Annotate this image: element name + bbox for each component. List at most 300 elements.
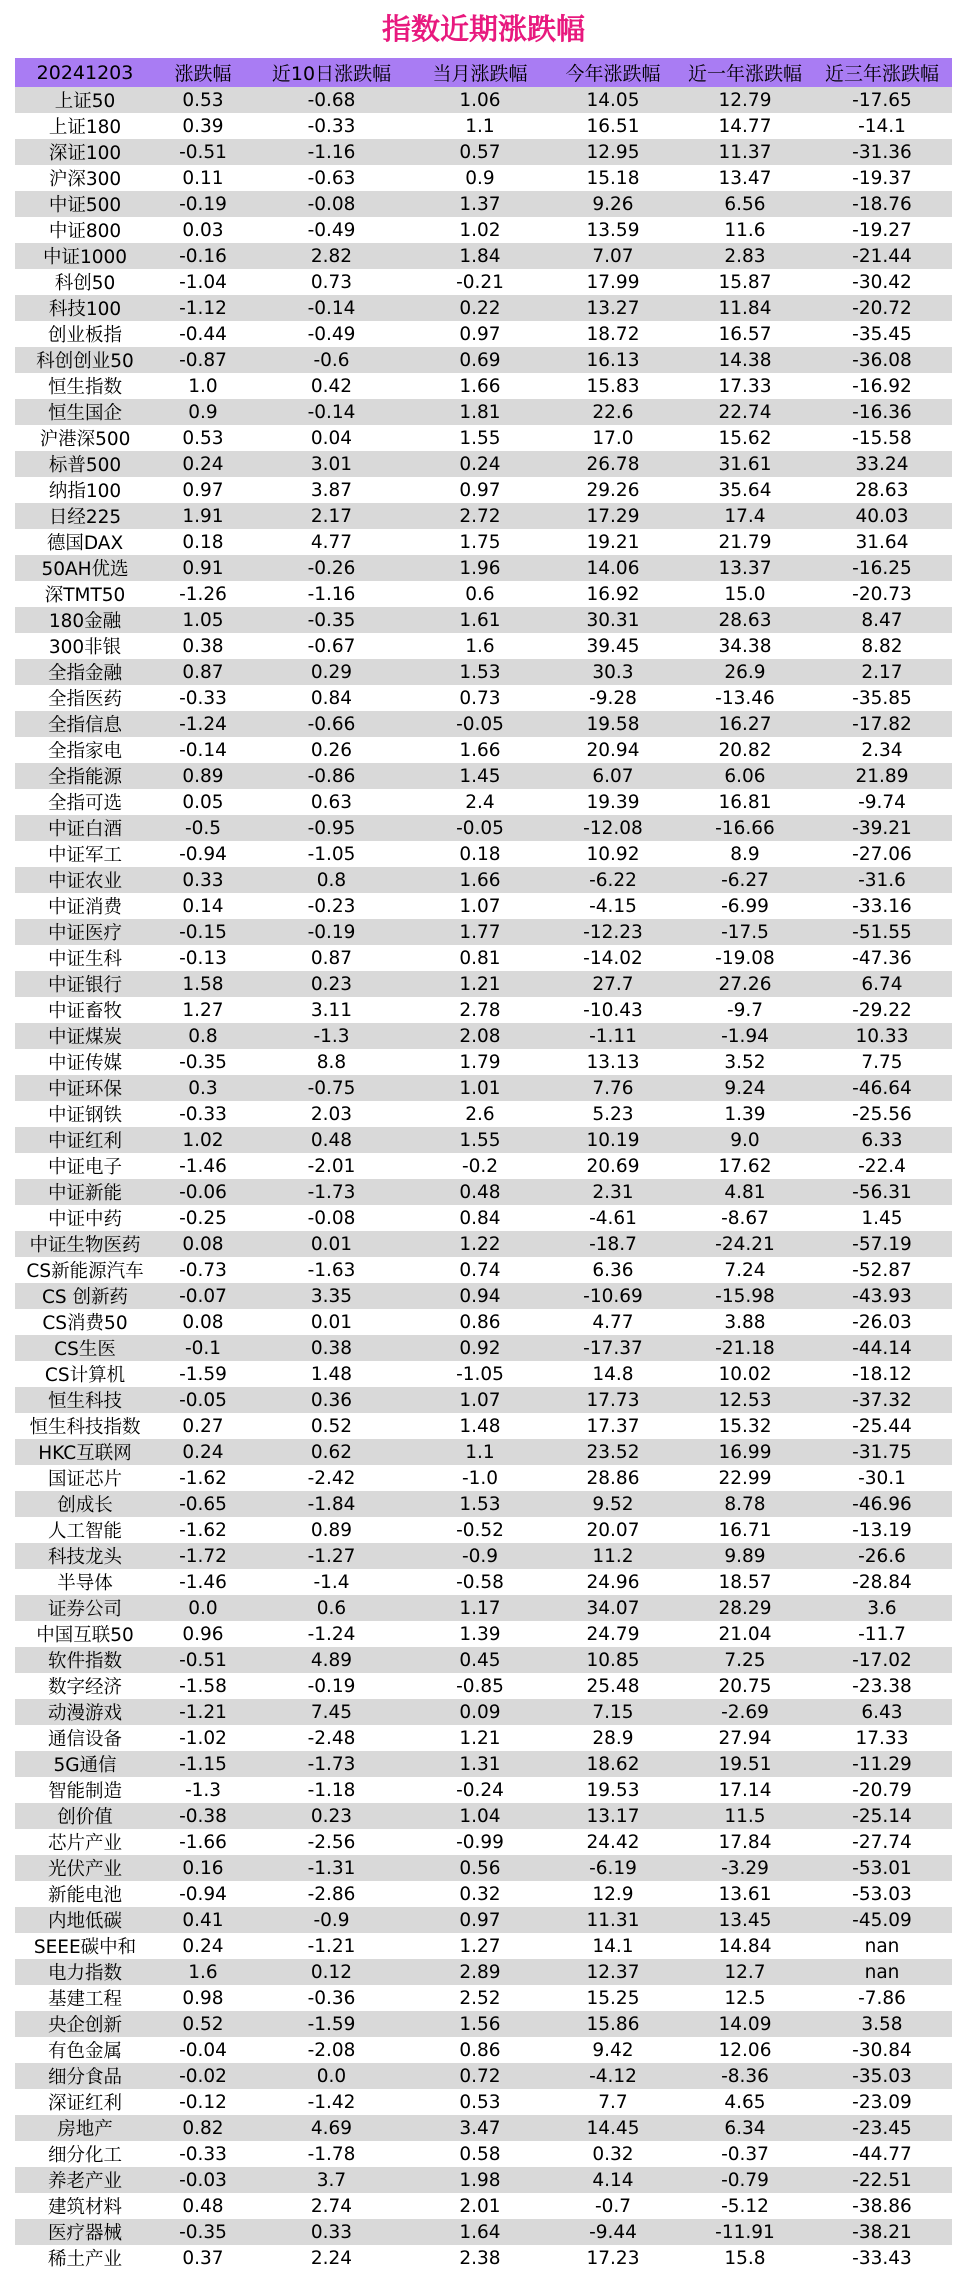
3year-change-cell: 17.33	[855, 1727, 909, 1749]
month-change-cell: 1.02	[459, 219, 501, 241]
10day-change-cell: 0.87	[310, 947, 353, 969]
1year-change-cell: -9.7	[726, 999, 764, 1021]
table-row	[15, 1439, 952, 1465]
1year-change-cell: 11.6	[724, 219, 766, 241]
daily-change-cell: 0.18	[182, 531, 224, 553]
table-row	[15, 789, 952, 815]
ytd-change-cell: 6.07	[592, 765, 634, 787]
daily-change-cell: 0.98	[182, 1987, 224, 2009]
daily-change-cell: -0.25	[179, 1207, 227, 1229]
month-change-cell: 2.6	[465, 1103, 495, 1125]
1year-change-cell: -8.36	[721, 2065, 769, 2087]
month-change-cell: 1.07	[459, 1389, 501, 1411]
ytd-change-cell: 24.79	[586, 1623, 640, 1645]
index-name-cell: 中证煤炭	[47, 1027, 122, 1048]
1year-change-cell: -0.37	[721, 2143, 769, 2165]
daily-change-cell: 0.82	[182, 2117, 224, 2139]
1year-change-cell: 7.24	[724, 1259, 766, 1281]
daily-change-cell: 0.3	[188, 1077, 218, 1099]
table-row	[15, 1127, 952, 1153]
10day-change-cell: -0.49	[307, 323, 356, 345]
10day-change-cell: 0.36	[310, 1389, 353, 1411]
1year-change-cell: 20.75	[718, 1675, 772, 1697]
month-change-cell: 0.97	[459, 479, 501, 501]
index-name-cell: 沪深300	[48, 169, 122, 190]
1year-change-cell: 11.5	[724, 1805, 766, 1827]
daily-change-cell: 0.97	[182, 479, 224, 501]
1year-change-cell: -15.98	[715, 1285, 775, 1307]
3year-change-cell: -21.44	[852, 245, 912, 267]
index-name-cell: CS消费50	[42, 1313, 128, 1334]
ytd-change-cell: -12.23	[583, 921, 643, 943]
month-change-cell: -1.0	[461, 1467, 499, 1489]
10day-change-cell: -0.63	[307, 167, 356, 189]
table-row	[15, 1465, 952, 1491]
daily-change-cell: 0.38	[182, 635, 224, 657]
1year-change-cell: 8.78	[724, 1493, 766, 1515]
index-name-cell: 上证50	[54, 91, 116, 112]
table-row	[15, 321, 952, 347]
daily-change-cell: 1.91	[182, 505, 224, 527]
month-change-cell: 1.81	[459, 401, 501, 423]
1year-change-cell: 17.62	[718, 1155, 772, 1177]
index-name-cell: 智能制造	[47, 1781, 122, 1802]
10day-change-cell: -1.3	[313, 1025, 350, 1047]
ytd-change-cell: 9.26	[592, 193, 634, 215]
daily-change-cell: -1.46	[179, 1155, 227, 1177]
ytd-change-cell: 11.31	[586, 1909, 640, 1931]
3year-change-cell: -51.55	[852, 921, 912, 943]
daily-change-cell: -1.04	[179, 271, 227, 293]
table-row	[15, 243, 952, 269]
table-row	[15, 451, 952, 477]
1year-change-cell: 13.37	[718, 557, 772, 579]
3year-change-cell: -25.56	[852, 1103, 912, 1125]
3year-change-cell: 1.45	[861, 1207, 903, 1229]
month-change-cell: 1.1	[465, 115, 495, 137]
3year-change-cell: 6.74	[861, 973, 903, 995]
index-name-cell: HKC互联网	[38, 1443, 132, 1464]
table-row	[15, 477, 952, 503]
3year-change-cell: -39.21	[852, 817, 912, 839]
ytd-change-cell: 19.21	[586, 531, 640, 553]
10day-change-cell: -2.86	[307, 1883, 356, 1905]
index-name-cell: 中证红利	[47, 1131, 122, 1152]
month-change-cell: 1.53	[459, 661, 501, 683]
1year-change-cell: 12.7	[724, 1961, 766, 1983]
index-name-cell: 中证电子	[47, 1157, 122, 1178]
10day-change-cell: 3.7	[316, 2169, 347, 2191]
table-row	[15, 347, 952, 373]
month-change-cell: 1.98	[459, 2169, 501, 2191]
10day-change-cell: -0.14	[307, 297, 356, 319]
10day-change-cell: 0.48	[310, 1129, 353, 1151]
month-change-cell: 1.75	[459, 531, 501, 553]
1year-change-cell: 6.56	[724, 193, 766, 215]
1year-change-cell: 19.51	[718, 1753, 772, 1775]
month-change-cell: 1.48	[459, 1415, 501, 1437]
table-row	[15, 1205, 952, 1231]
1year-change-cell: -2.69	[721, 1701, 769, 1723]
1year-change-cell: 15.0	[724, 583, 766, 605]
10day-change-cell: 0.26	[310, 739, 353, 761]
1year-change-cell: 12.06	[718, 2039, 772, 2061]
daily-change-cell: -0.13	[179, 947, 227, 969]
daily-change-cell: 0.52	[182, 2013, 224, 2035]
1year-change-cell: 21.79	[718, 531, 772, 553]
month-change-cell: 1.07	[459, 895, 501, 917]
ytd-change-cell: -10.43	[583, 999, 643, 1021]
daily-change-cell: 0.41	[182, 1909, 224, 1931]
3year-change-cell: 3.58	[861, 2013, 903, 2035]
ytd-change-cell: 30.3	[592, 661, 634, 683]
3year-change-cell: -17.82	[852, 713, 912, 735]
10day-change-cell: -1.73	[307, 1753, 356, 1775]
daily-change-cell: -0.38	[179, 1805, 227, 1827]
table-row	[15, 217, 952, 243]
1year-change-cell: 9.89	[724, 1545, 766, 1567]
10day-change-cell: 0.33	[310, 2221, 353, 2243]
ytd-change-cell: 4.77	[592, 1311, 634, 1333]
index-name-cell: 全指医药	[47, 689, 122, 710]
1year-change-cell: -17.5	[721, 921, 769, 943]
table-row	[15, 1335, 952, 1361]
daily-change-cell: 0.53	[182, 427, 224, 449]
ytd-change-cell: 17.29	[586, 505, 640, 527]
month-change-cell: -0.05	[456, 713, 504, 735]
index-name-cell: 内地低碳	[47, 1911, 122, 1932]
index-name-cell: 创业板指	[47, 325, 122, 346]
ytd-change-cell: 7.76	[592, 1077, 634, 1099]
3year-change-cell: -27.74	[852, 1831, 912, 1853]
daily-change-cell: -0.12	[179, 2091, 227, 2113]
1year-change-cell: 27.94	[718, 1727, 772, 1749]
daily-change-cell: 0.96	[182, 1623, 224, 1645]
table-row	[15, 1855, 952, 1881]
month-change-cell: -0.24	[456, 1779, 504, 1801]
10day-change-cell: -0.35	[307, 609, 356, 631]
index-name-cell: 中证农业	[47, 871, 122, 892]
1year-change-cell: 14.77	[718, 115, 772, 137]
daily-change-cell: -0.06	[179, 1181, 227, 1203]
ytd-change-cell: 28.9	[592, 1727, 634, 1749]
3year-change-cell: 21.89	[855, 765, 909, 787]
10day-change-cell: -1.16	[307, 583, 356, 605]
daily-change-cell: 1.02	[182, 1129, 224, 1151]
table-row	[15, 1647, 952, 1673]
index-name-cell: 基建工程	[47, 1989, 122, 2010]
table-row	[15, 867, 952, 893]
3year-change-cell: nan	[864, 1961, 900, 1983]
index-name-cell: 医疗器械	[47, 2223, 122, 2244]
month-change-cell: 1.31	[459, 1753, 501, 1775]
10day-change-cell: -2.56	[307, 1831, 356, 1853]
ytd-change-cell: 10.85	[586, 1649, 640, 1671]
index-name-cell: 德国DAX	[46, 533, 124, 554]
10day-change-cell: 0.6	[316, 1597, 347, 1619]
month-change-cell: 3.47	[459, 2117, 501, 2139]
ytd-change-cell: 7.07	[592, 245, 634, 267]
index-name-cell: 全指可选	[47, 793, 122, 814]
10day-change-cell: 2.24	[310, 2247, 353, 2269]
daily-change-cell: -0.19	[179, 193, 227, 215]
month-change-cell: 0.86	[459, 1311, 501, 1333]
table-row	[15, 1725, 952, 1751]
daily-change-cell: -0.5	[184, 817, 222, 839]
table-row	[15, 711, 952, 737]
10day-change-cell: 0.73	[310, 271, 353, 293]
10day-change-cell: -0.6	[313, 349, 350, 371]
ytd-change-cell: 10.92	[586, 843, 640, 865]
index-name-cell: 创成长	[57, 1495, 113, 1516]
ytd-change-cell: 17.0	[592, 427, 634, 449]
10day-change-cell: -1.05	[307, 843, 356, 865]
table-row	[15, 555, 952, 581]
3year-change-cell: -13.19	[852, 1519, 912, 1541]
daily-change-cell: -0.51	[179, 1649, 227, 1671]
10day-change-cell: -1.21	[307, 1935, 356, 1957]
table-row	[15, 529, 952, 555]
daily-change-cell: -0.51	[179, 141, 227, 163]
ytd-change-cell: 15.86	[586, 2013, 640, 2035]
10day-change-cell: 0.89	[310, 1519, 353, 1541]
month-change-cell: 1.66	[459, 869, 501, 891]
3year-change-cell: -31.75	[852, 1441, 912, 1463]
3year-change-cell: -26.6	[858, 1545, 906, 1567]
month-change-cell: 0.97	[459, 323, 501, 345]
header-daily-change: 涨跌幅	[174, 63, 232, 85]
daily-change-cell: 0.37	[182, 2247, 224, 2269]
month-change-cell: 1.61	[459, 609, 501, 631]
1year-change-cell: 16.57	[718, 323, 772, 345]
table-row	[15, 2037, 952, 2063]
3year-change-cell: -14.1	[858, 115, 906, 137]
10day-change-cell: 4.89	[310, 1649, 353, 1671]
index-name-cell: 中证消费	[47, 897, 122, 918]
ytd-change-cell: -4.61	[589, 1207, 637, 1229]
table-row	[15, 1751, 952, 1777]
index-name-cell: 细分食品	[47, 2067, 122, 2088]
10day-change-cell: 3.87	[310, 479, 353, 501]
1year-change-cell: 14.09	[718, 2013, 772, 2035]
index-name-cell: 中证新能	[47, 1183, 122, 1204]
daily-change-cell: 0.11	[182, 167, 224, 189]
daily-change-cell: -1.58	[179, 1675, 227, 1697]
1year-change-cell: -6.27	[721, 869, 769, 891]
table-row	[15, 295, 952, 321]
ytd-change-cell: 14.05	[586, 89, 640, 111]
ytd-change-cell: 17.37	[586, 1415, 640, 1437]
index-name-cell: 全指金融	[47, 663, 122, 684]
month-change-cell: 1.39	[459, 1623, 501, 1645]
3year-change-cell: -20.73	[852, 583, 912, 605]
index-name-cell: 恒生科技	[47, 1391, 122, 1412]
ytd-change-cell: 23.52	[586, 1441, 640, 1463]
10day-change-cell: 0.12	[310, 1961, 353, 1983]
index-name-cell: 全指家电	[47, 741, 122, 762]
index-name-cell: 科技龙头	[47, 1547, 122, 1568]
month-change-cell: 1.84	[459, 245, 501, 267]
daily-change-cell: 0.33	[182, 869, 224, 891]
month-change-cell: -0.52	[456, 1519, 504, 1541]
1year-change-cell: 4.81	[724, 1181, 766, 1203]
daily-change-cell: 1.6	[188, 1961, 218, 1983]
index-name-cell: 中证畜牧	[47, 1001, 122, 1022]
ytd-change-cell: 9.52	[592, 1493, 634, 1515]
1year-change-cell: 6.06	[724, 765, 766, 787]
index-name-cell: CS生医	[54, 1339, 116, 1360]
10day-change-cell: -0.9	[313, 1909, 350, 1931]
3year-change-cell: -16.92	[852, 375, 912, 397]
ytd-change-cell: 7.7	[598, 2091, 628, 2113]
month-change-cell: 0.72	[459, 2065, 501, 2087]
table-row	[15, 1543, 952, 1569]
ytd-change-cell: 13.17	[586, 1805, 640, 1827]
3year-change-cell: 3.6	[867, 1597, 897, 1619]
ytd-change-cell: 12.95	[586, 141, 640, 163]
10day-change-cell: -1.27	[307, 1545, 356, 1567]
1year-change-cell: 16.99	[718, 1441, 772, 1463]
3year-change-cell: -44.77	[852, 2143, 912, 2165]
daily-change-cell: -1.24	[179, 713, 227, 735]
3year-change-cell: -17.02	[852, 1649, 912, 1671]
daily-change-cell: -0.35	[179, 1051, 227, 1073]
10day-change-cell: 4.77	[310, 531, 353, 553]
ytd-change-cell: 13.27	[586, 297, 640, 319]
index-name-cell: 沪港深500	[39, 429, 131, 450]
ytd-change-cell: 16.51	[586, 115, 640, 137]
index-performance-table	[15, 58, 952, 2271]
table-row	[15, 997, 952, 1023]
10day-change-cell: 3.11	[310, 999, 353, 1021]
10day-change-cell: 0.23	[310, 973, 353, 995]
ytd-change-cell: 17.23	[586, 2247, 640, 2269]
ytd-change-cell: -10.69	[583, 1285, 643, 1307]
daily-change-cell: -0.05	[179, 1389, 227, 1411]
daily-change-cell: -0.44	[179, 323, 227, 345]
10day-change-cell: -1.31	[307, 1857, 356, 1879]
1year-change-cell: 10.02	[718, 1363, 772, 1385]
daily-change-cell: 0.91	[182, 557, 224, 579]
3year-change-cell: -43.93	[852, 1285, 912, 1307]
ytd-change-cell: 4.14	[592, 2169, 634, 2191]
10day-change-cell: -0.66	[307, 713, 356, 735]
ytd-change-cell: 16.92	[586, 583, 640, 605]
table-row	[15, 1491, 952, 1517]
month-change-cell: 1.55	[459, 1129, 501, 1151]
month-change-cell: 2.4	[465, 791, 495, 813]
10day-change-cell: 0.62	[310, 1441, 353, 1463]
ytd-change-cell: 9.42	[592, 2039, 634, 2061]
table-row	[15, 1907, 952, 1933]
1year-change-cell: 9.24	[724, 1077, 766, 1099]
10day-change-cell: -1.18	[307, 1779, 356, 1801]
ytd-change-cell: 5.23	[592, 1103, 634, 1125]
header-3year-change: 近三年涨跌幅	[824, 63, 939, 85]
table-row	[15, 2115, 952, 2141]
index-name-cell: 稀土产业	[47, 2249, 122, 2270]
index-name-cell: 深证红利	[47, 2093, 122, 2114]
index-name-cell: 中证银行	[47, 975, 122, 996]
1year-change-cell: 20.82	[718, 739, 772, 761]
table-row	[15, 815, 952, 841]
month-change-cell: 1.17	[459, 1597, 501, 1619]
1year-change-cell: 35.64	[718, 479, 772, 501]
daily-change-cell: 0.24	[182, 1935, 224, 1957]
ytd-change-cell: 16.13	[586, 349, 640, 371]
3year-change-cell: -18.76	[852, 193, 912, 215]
month-change-cell: 2.52	[459, 1987, 501, 2009]
3year-change-cell: -57.19	[852, 1233, 912, 1255]
1year-change-cell: 15.32	[718, 1415, 772, 1437]
index-name-cell: SEEE碳中和	[33, 1937, 137, 1958]
month-change-cell: 0.22	[459, 297, 501, 319]
index-name-cell: 标普500	[48, 455, 122, 476]
3year-change-cell: 33.24	[855, 453, 909, 475]
daily-change-cell: -0.14	[179, 739, 227, 761]
index-name-cell: 建筑材料	[47, 2197, 122, 2218]
ytd-change-cell: 17.73	[586, 1389, 640, 1411]
10day-change-cell: -0.67	[307, 635, 356, 657]
daily-change-cell: -0.16	[179, 245, 227, 267]
daily-change-cell: 0.08	[182, 1311, 224, 1333]
ytd-change-cell: 39.45	[586, 635, 640, 657]
daily-change-cell: 0.05	[182, 791, 224, 813]
index-name-cell: 创价值	[57, 1807, 113, 1828]
index-name-cell: 房地产	[57, 2119, 113, 2140]
10day-change-cell: -0.08	[307, 193, 356, 215]
table-row	[15, 1569, 952, 1595]
table-row	[15, 1777, 952, 1803]
table-row	[15, 1049, 952, 1075]
daily-change-cell: 0.16	[182, 1857, 224, 1879]
3year-change-cell: nan	[864, 1935, 900, 1957]
table-row	[15, 1673, 952, 1699]
10day-change-cell: -1.78	[307, 2143, 356, 2165]
1year-change-cell: 31.61	[718, 453, 772, 475]
table-row	[15, 1517, 952, 1543]
1year-change-cell: 34.38	[718, 635, 772, 657]
10day-change-cell: -1.16	[307, 141, 356, 163]
ytd-change-cell: 14.45	[586, 2117, 640, 2139]
1year-change-cell: 28.63	[718, 609, 772, 631]
month-change-cell: 0.92	[459, 1337, 501, 1359]
1year-change-cell: -1.94	[721, 1025, 769, 1047]
1year-change-cell: -11.91	[715, 2221, 775, 2243]
month-change-cell: 0.09	[459, 1701, 501, 1723]
month-change-cell: 0.32	[459, 1883, 501, 1905]
1year-change-cell: -3.29	[721, 1857, 769, 1879]
table-row	[15, 1881, 952, 1907]
3year-change-cell: 6.43	[861, 1701, 903, 1723]
table-row	[15, 581, 952, 607]
index-name-cell: 中证500	[48, 195, 122, 216]
3year-change-cell: -17.65	[852, 89, 912, 111]
daily-change-cell: -1.02	[179, 1727, 227, 1749]
month-change-cell: -0.99	[456, 1831, 504, 1853]
3year-change-cell: 28.63	[855, 479, 909, 501]
index-name-cell: 光伏产业	[47, 1859, 122, 1880]
index-name-cell: 300非银	[48, 637, 122, 658]
daily-change-cell: -1.46	[179, 1571, 227, 1593]
table-row	[15, 1231, 952, 1257]
index-name-cell: 5G通信	[53, 1755, 117, 1776]
ytd-change-cell: -17.37	[583, 1337, 643, 1359]
ytd-change-cell: 29.26	[586, 479, 640, 501]
ytd-change-cell: 19.58	[586, 713, 640, 735]
10day-change-cell: 0.01	[310, 1311, 353, 1333]
table-row	[15, 659, 952, 685]
